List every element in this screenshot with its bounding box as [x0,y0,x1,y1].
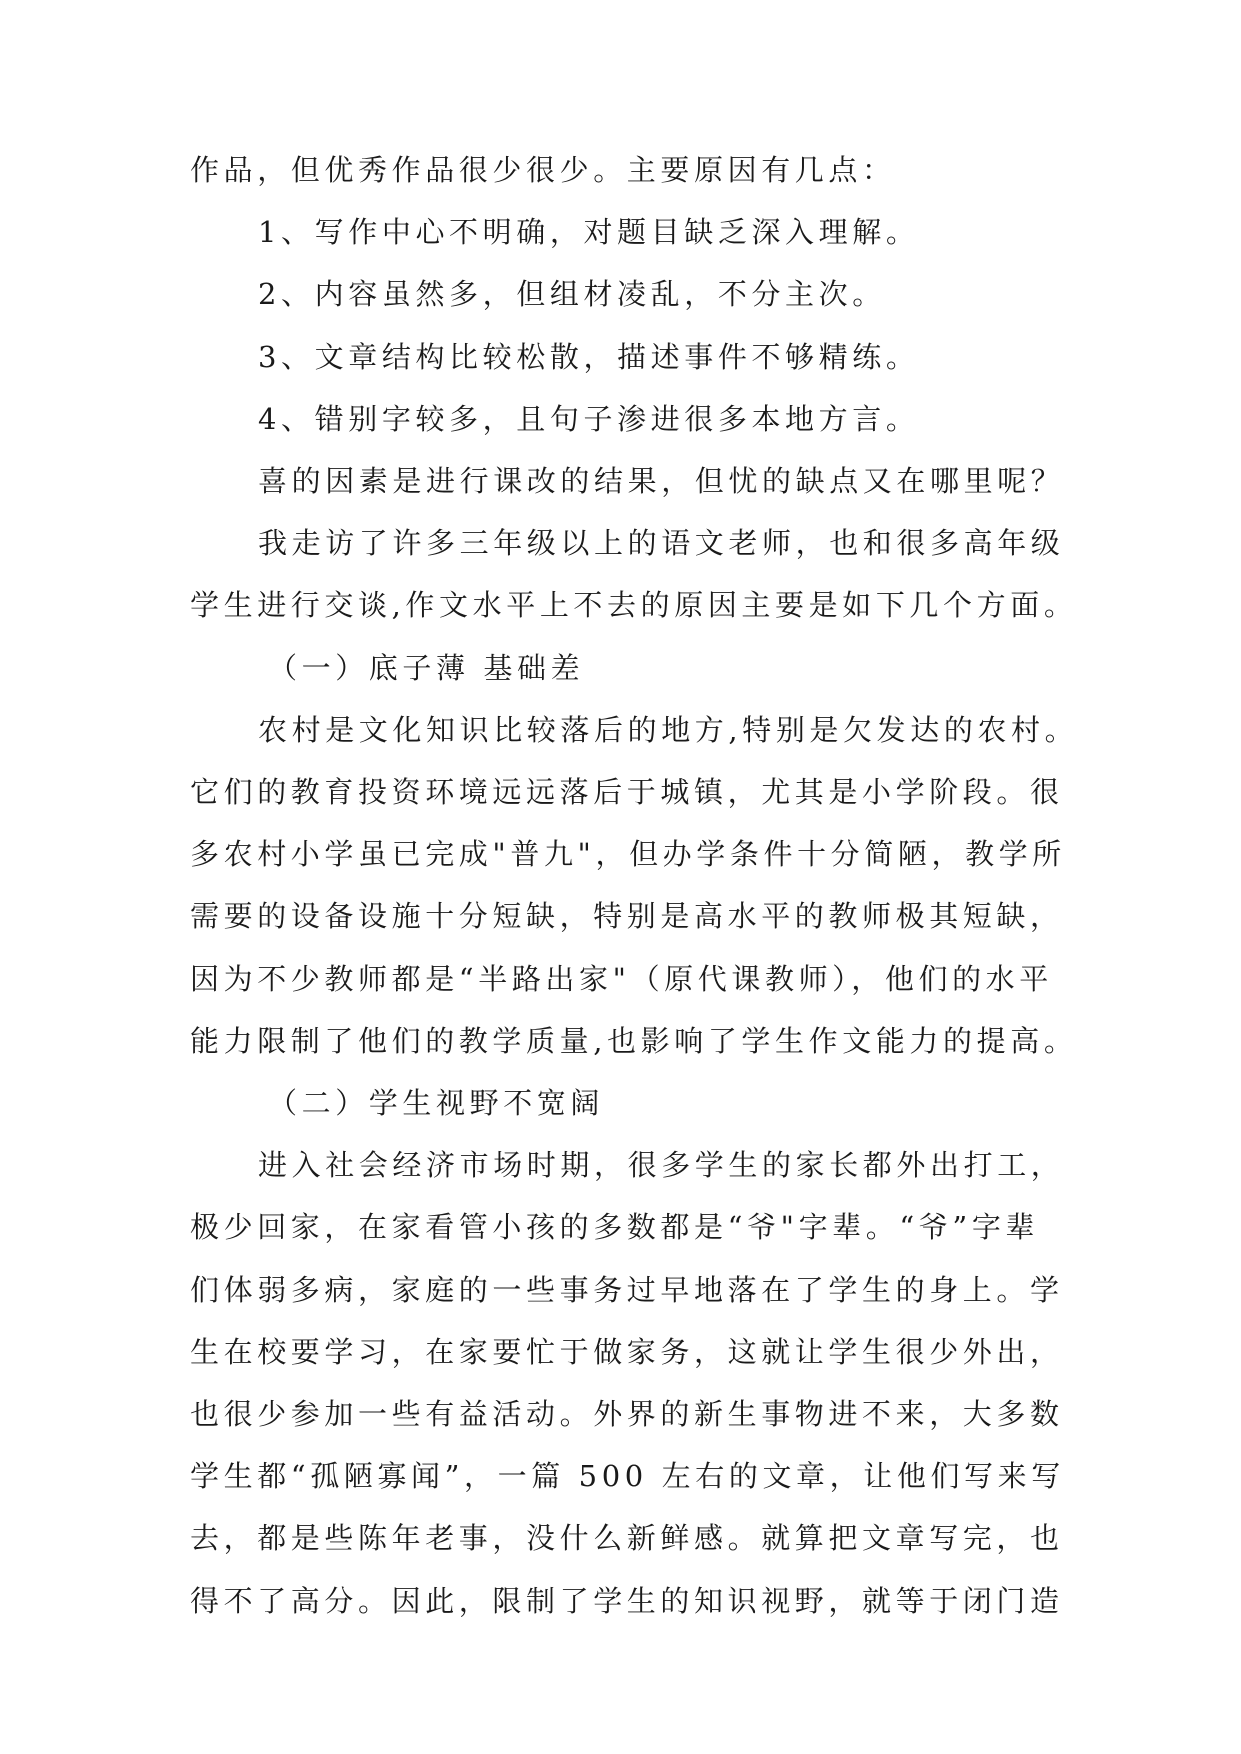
text-line: （一）底子薄 基础差 [268,650,585,685]
text-line: 喜的因素是进行课改的结果，但忧的缺点又在哪里呢？ [258,464,1065,498]
text-line: 农村是文化知识比较落后的地方,特别是欠发达的农村。 [258,712,1079,747]
text-line: 学生都“孤陋寡闻”，一篇 500 左右的文章，让他们写来写 [190,1459,1065,1494]
text-line: 去，都是些陈年老事，没什么新鲜感。就算把文章写完，也 [190,1521,1064,1556]
text-line: 我走访了许多三年级以上的语文老师，也和很多高年级 [258,526,1065,561]
text-line: 学生进行交谈,作文水平上不去的原因主要是如下几个方面。 [190,588,1078,623]
text-line: 作品，但优秀作品很少很少。主要原因有几点： [190,153,896,187]
text-line: 4、错别字较多，且句子渗进很多本地方言。 [258,401,920,436]
text-line: 因为不少教师都是“半路出家"（原代课教师），他们的水平 [190,961,1053,996]
text-line: （二）学生视野不宽阔 [268,1086,605,1120]
text-line: 能力限制了他们的教学质量,也影响了学生作文能力的提高。 [190,1023,1078,1058]
text-line: 进入社会经济市场时期，很多学生的家长都外出打工， [258,1148,1065,1183]
text-line: 它们的教育投资环境远远落后于城镇，尤其是小学阶段。很 [190,775,1064,809]
text-line: 也很少参加一些有益活动。外界的新生事物进不来，大多数 [190,1397,1064,1431]
text-line: 1、写作中心不明确，对题目缺乏深入理解。 [258,215,920,250]
text-line: 生在校要学习，在家要忙于做家务，这就让学生很少外出， [190,1334,1064,1369]
text-line: 们体弱多病，家庭的一些事务过早地落在了学生的身上。学 [190,1272,1064,1307]
text-line: 3、文章结构比较松散，描述事件不够精练。 [258,339,920,374]
text-line: 得不了高分。因此，限制了学生的知识视野，就等于闭门造 [190,1583,1064,1618]
text-line: 多农村小学虽已完成"普九"，但办学条件十分简陋，教学所 [190,837,1066,872]
text-line: 极少回家，在家看管小孩的多数都是“爷"字辈。“爷”字辈 [190,1210,1040,1245]
text-line: 需要的设备设施十分短缺，特别是高水平的教师极其短缺， [190,899,1064,934]
text-line: 2、内容虽然多，但组材凌乱，不分主次。 [258,277,886,312]
